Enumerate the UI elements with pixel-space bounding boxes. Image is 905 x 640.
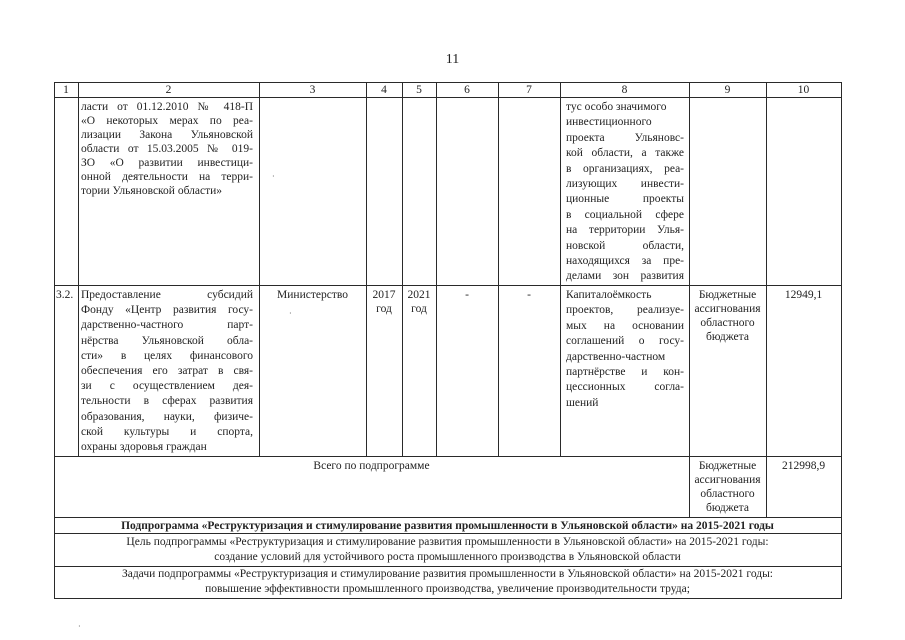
text-line: соглашений о госу- (566, 335, 684, 348)
text-line: тус особо значимого (566, 101, 667, 113)
cell-col6-dash: - (465, 289, 469, 301)
col-header-3: 3 (309, 84, 316, 96)
text-line: «О некоторых мерах по реа- (81, 115, 253, 127)
text-line: Фонду «Центр развития госу- (81, 304, 253, 317)
text-line: областного (700, 488, 755, 500)
text-line: образования, науки, физиче- (81, 410, 253, 423)
text-line: Бюджетные (698, 460, 757, 472)
subprogram-tasks (54, 567, 841, 597)
text-line: повышение эффективности промышленного производства, увеличение производительности труда; (205, 583, 690, 595)
text-line: сти» в целях финансового (81, 349, 253, 362)
col-header-4: 4 (381, 84, 387, 96)
text-line: бюджета (706, 331, 749, 343)
row-number: 3.2. (56, 289, 74, 301)
text-line: ассигнования (694, 303, 761, 315)
text-line: проектов, реализуе- (566, 304, 684, 317)
col-header-10: 10 (797, 84, 810, 96)
text-line: шений (566, 396, 599, 409)
text-line: ласти от 01.12.2010 № 418-П (81, 101, 253, 113)
text-line: Предоставление субсидий (81, 289, 253, 301)
responsible-executor: Министерство (277, 289, 348, 301)
continued-text-col2 (81, 100, 253, 198)
col-header-1: 1 (63, 84, 69, 96)
text-line: кой области, а также (566, 147, 684, 160)
text-line: областного (700, 317, 755, 329)
text-line: год (411, 303, 427, 315)
measure-description (81, 288, 253, 455)
text-line: мых на основании (566, 319, 684, 332)
text-line: новской области, (566, 239, 684, 252)
text-line: тории Ульяновской области» (81, 185, 223, 197)
target-indicator (566, 288, 684, 411)
start-year (366, 288, 402, 316)
text-line: ассигнования (694, 474, 761, 486)
text-line: дарственно-частном (566, 350, 666, 363)
text-line: год (376, 303, 392, 315)
text-line: тельности в сферах развития (81, 395, 253, 408)
text-line: онной деятельности на терри- (81, 171, 253, 183)
text-line: Бюджетные (698, 289, 757, 301)
text-line: нёрства Ульяновской обла- (81, 334, 253, 347)
text-line: цессионных согла- (566, 381, 684, 394)
total-funding-source (689, 459, 766, 515)
cell-col7-dash: - (527, 289, 531, 301)
text-line: делами зон развития (566, 270, 684, 283)
text-line: ской культуры и спорта, (81, 425, 253, 438)
text-line: Капиталоёмкость (566, 289, 652, 301)
text-line: партнёрстве и кон- (566, 366, 684, 379)
scan-speck: · (289, 309, 292, 318)
text-line: обеспечения его затрат в свя- (81, 365, 253, 378)
text-line: зи с осуществлением дея- (81, 380, 253, 393)
col-header-7: 7 (526, 84, 532, 96)
text-line: 2021 (407, 289, 431, 301)
funding-source (689, 288, 766, 344)
text-line: области от 15.03.2005 № 019- (81, 143, 253, 155)
text-line: охраны здоровья граждан (81, 441, 207, 454)
end-year (402, 288, 436, 316)
scan-speck: · (78, 622, 81, 631)
text-line: лизации Закона Ульяновской (81, 129, 253, 141)
total-label: Всего по подпрограмме (313, 460, 430, 472)
col-header-9: 9 (724, 84, 731, 96)
scan-speck: · (272, 172, 275, 181)
col-header-8: 8 (621, 84, 628, 96)
subprogram-goal (54, 535, 841, 565)
text-line: ЗО «О развитии инвестици- (81, 157, 253, 169)
col-header-6: 6 (464, 84, 470, 96)
text-line: Задачи подпрограммы «Реструктуризация и стимулирование развития промышленности в Ульяновской области» на 2015-2021 годы: (121, 568, 774, 580)
col-header-5: 5 (416, 84, 422, 96)
text-line: лизующих инвести- (566, 178, 684, 191)
text-line: Цель подпрограммы «Реструктуризация и стимулирование развития промышленности в Ульяновской области» на 2015-2021 годы: (126, 536, 769, 548)
page-number: 11 (445, 52, 460, 67)
text-line: проекта Ульяновс- (566, 131, 684, 144)
text-line: ционные проекты (566, 193, 684, 206)
col-header-2: 2 (165, 84, 172, 96)
text-line: в социальной сфере (566, 208, 684, 221)
text-line: на территории Улья- (566, 224, 684, 237)
text-line: дарственно-частного парт- (81, 319, 253, 332)
text-line: создание условий для устойчивого роста промышленного производства в Ульяновской области (214, 551, 681, 563)
total-amount: 212998,9 (781, 460, 826, 472)
text-line: 2017 (372, 289, 396, 301)
subprogram-title: Подпрограмма «Реструктуризация и стимулирование развития промышленности в Ульяновской области» на 2015-2021 годы (121, 520, 774, 532)
continued-text-col8 (566, 100, 684, 285)
text-line: бюджета (706, 502, 749, 514)
text-line: в организациях, реа- (566, 162, 684, 175)
funding-amount: 12949,1 (784, 289, 823, 301)
text-line: инвестиционного (566, 116, 652, 129)
text-line: находящихся за пре- (566, 255, 684, 268)
